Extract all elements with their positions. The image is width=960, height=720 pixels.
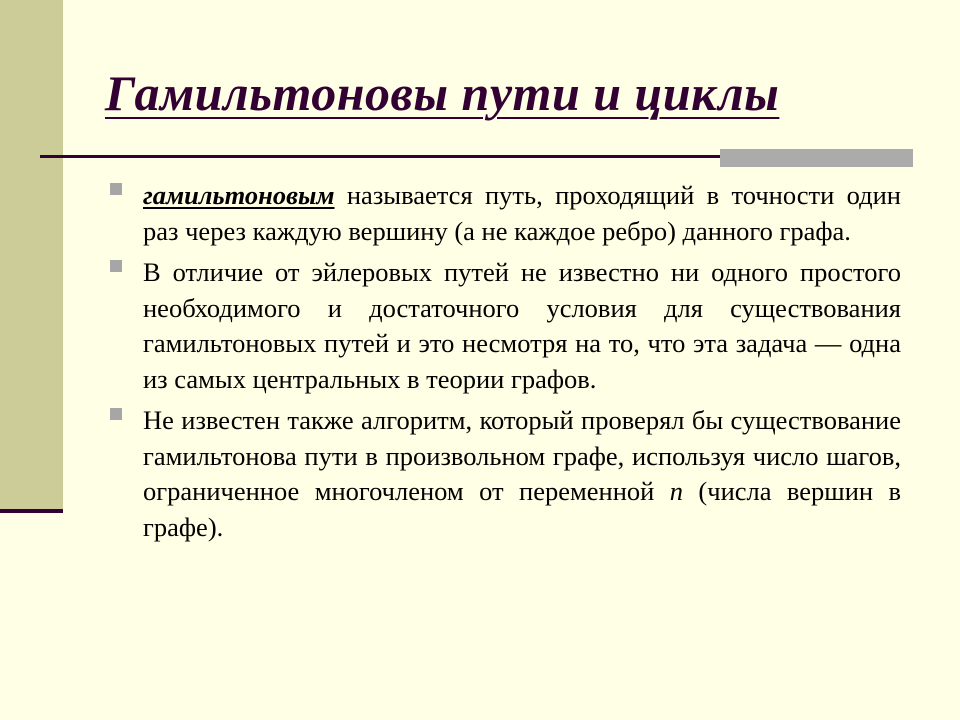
left-decorative-band	[0, 0, 63, 512]
bullet-text: называется путь, проходящий в точности один раз через каждую вершину (а не каждое ребро) данного графа.	[143, 180, 901, 246]
bullet-text: Не известен также алгоритм, который проверял бы существование гамильтонова пути в произвольном графе, используя число шагов, ограниченное многочленом от переменной	[143, 405, 901, 506]
defined-term: гамильтоновым	[143, 180, 335, 210]
title-divider-accent	[720, 149, 913, 167]
square-bullet-icon	[110, 260, 122, 272]
left-band-underline	[0, 509, 63, 513]
bullet-item-algorithm	[105, 403, 901, 545]
bullet-text: В отличие от эйлеровых путей не известно ни одного простого необходимого и достаточного условия для существования гамильтоновых путей и это несмотря на то, что эта задача — одна из самых центральных в теории графов.	[143, 257, 901, 394]
bullet-text-end: (числа вершин в графе).	[143, 476, 902, 542]
slide-content-list	[105, 178, 901, 551]
bullet-item-definition	[105, 178, 901, 249]
variable-n: n	[669, 476, 683, 506]
bullet-item-euler-comparison	[105, 255, 901, 397]
slide-title: Гамильтоновы пути и циклы	[105, 65, 780, 121]
square-bullet-icon	[110, 408, 122, 420]
square-bullet-icon	[110, 183, 122, 195]
